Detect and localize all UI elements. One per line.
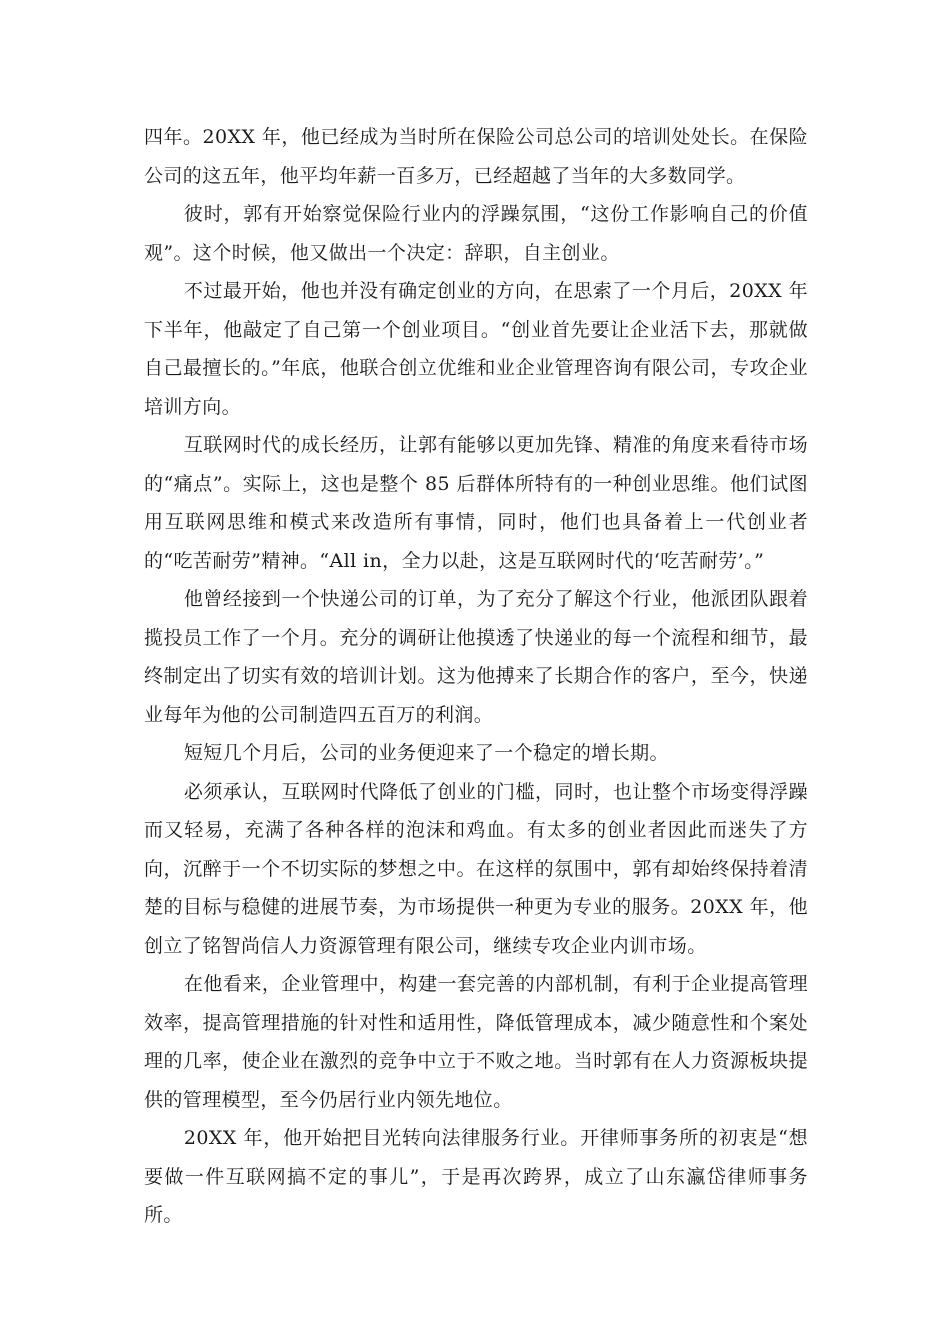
paragraph-5: 他曾经接到一个快递公司的订单，为了充分了解这个行业，他派团队跟着揽投员工作了一个月。充分的调研让他摸透了快递业的每一个流程和细节，最终制定出了切实有效的培训计划。这为他搏来了长期合作的客户，至今，快递业每年为他的公司制造四五百万的利润。 — [144, 588, 808, 726]
paragraph-9: 20XX 年，他开始把目光转向法律服务行业。开律师事务所的初衷是“想要做一件互联网搞不定的事儿”，于是再次跨界，成立了山东瀛岱律师事务所。 — [144, 1127, 808, 1226]
paragraph-1: 四年。20XX 年，他已经成为当时所在保险公司总公司的培训处处长。在保险公司的这五年，他平均年薪一百多万，已经超越了当年的大多数同学。 — [144, 126, 808, 187]
paragraph-6: 短短几个月后，公司的业务便迎来了一个稳定的增长期。 — [183, 742, 669, 764]
paragraph-4: 互联网时代的成长经历，让郭有能够以更加先锋、精准的角度来看待市场的“痛点”。实际上，这也是整个 85 后群体所特有的一种创业思维。他们试图用互联网思维和模式来改造所有事情，同时，他们也具备着上一代创业者的“吃苦耐劳”精神。“All in，全力以赴，这是互联网时代的‘吃苦耐劳’。” — [144, 434, 808, 572]
paragraph-7: 必须承认，互联网时代降低了创业的门槛，同时，也让整个市场变得浮躁而又轻易，充满了各种各样的泡沫和鸡血。有太多的创业者因此而迷失了方向，沉醉于一个不切实际的梦想之中。在这样的氛围中，郭有却始终保持着清楚的目标与稳健的进展节奏，为市场提供一种更为专业的服务。20XX 年，他创立了铭智尚信人力资源管理有限公司，继续专攻企业内训市场。 — [144, 780, 808, 957]
document-body — [144, 118, 808, 1235]
paragraph-3: 不过最开始，他也并没有确定创业的方向，在思索了一个月后，20XX 年下半年，他敲定了自己第一个创业项目。“创业首先要让企业活下去，那就做自己最擅长的。”年底，他联合创立优维和业企业管理咨询有限公司，专攻企业培训方向。 — [144, 280, 808, 418]
paragraph-2: 彼时，郭有开始察觉保险行业内的浮躁氛围，“这份工作影响自己的价值观”。这个时候，他又做出一个决定：辞职，自主创业。 — [144, 203, 808, 264]
paragraph-8: 在他看来，企业管理中，构建一套完善的内部机制，有利于企业提高管理效率，提高管理措施的针对性和适用性，降低管理成本，减少随意性和个案处理的几率，使企业在激烈的竞争中立于不败之地。当时郭有在人力资源板块提供的管理模型，至今仍居行业内领先地位。 — [144, 973, 808, 1111]
